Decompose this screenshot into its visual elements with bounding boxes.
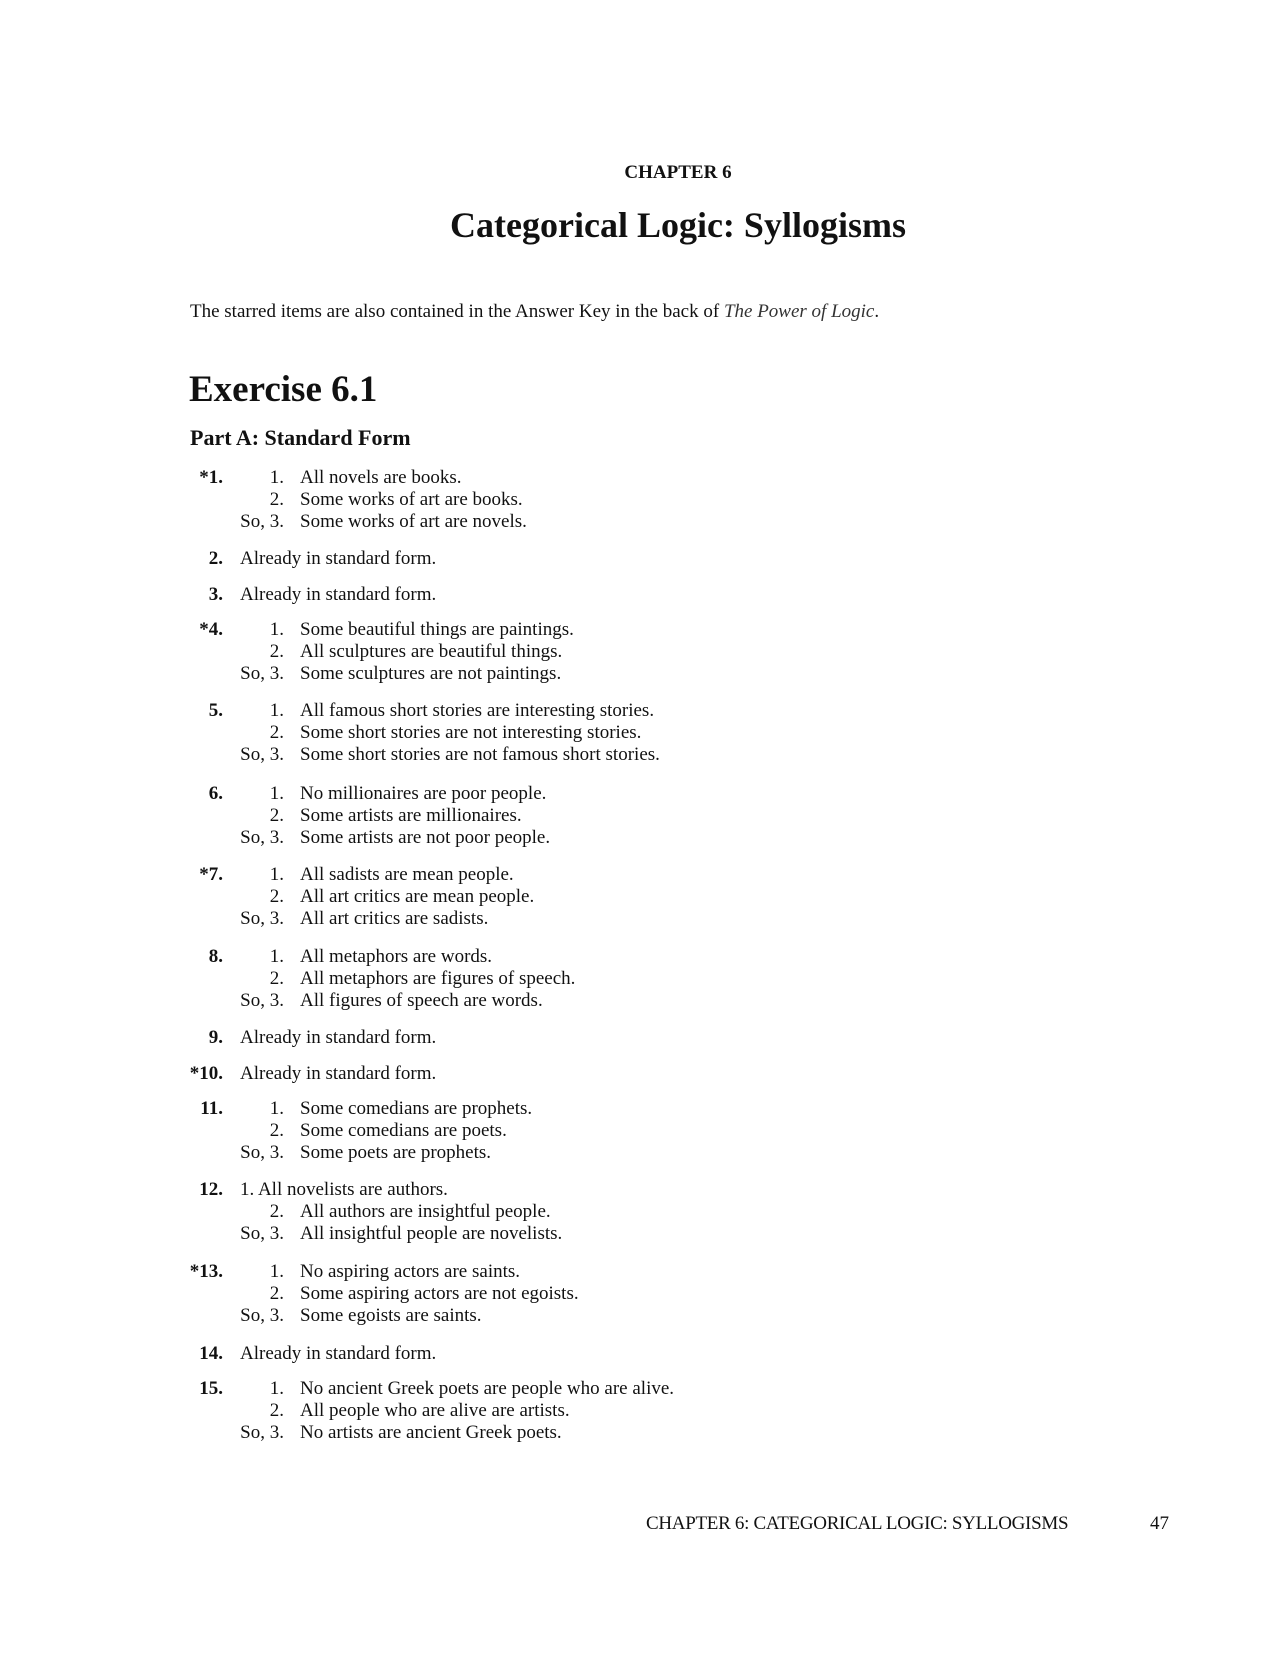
page-number: 47 xyxy=(1150,1513,1169,1534)
premise-text: All metaphors are words. xyxy=(300,946,493,967)
conclusion-text: All art critics are sadists. xyxy=(300,908,489,929)
item-number: 12. xyxy=(199,1179,223,1200)
conclusion-text: Some works of art are novels. xyxy=(300,511,527,532)
item-number: *13. xyxy=(189,1261,223,1282)
premise-number: 2. xyxy=(269,1400,284,1421)
item-number: *4. xyxy=(199,619,223,640)
premise-number: 1. xyxy=(269,700,284,721)
item-number: *7. xyxy=(199,864,223,885)
premise-text: All metaphors are figures of speech. xyxy=(300,968,576,989)
intro-end: . xyxy=(874,301,880,322)
conclusion-number: So, 3. xyxy=(240,1305,284,1326)
premise-text: No millionaires are poor people. xyxy=(300,783,547,804)
intro-text: The starred items are also contained in the Answer Key in the back of xyxy=(190,301,724,322)
item-number: 9. xyxy=(208,1027,223,1048)
book-title: The Power of Logic xyxy=(723,301,875,322)
premise-text: No aspiring actors are saints. xyxy=(300,1261,521,1282)
conclusion-number: So, 3. xyxy=(240,1223,284,1244)
intro-paragraph xyxy=(190,301,879,323)
item-number: 14. xyxy=(199,1343,223,1364)
item-number: *1. xyxy=(199,467,223,488)
premise-text: Some short stories are not interesting stories. xyxy=(300,722,642,743)
conclusion-number: So, 3. xyxy=(240,1422,284,1443)
premise-text: Some comedians are prophets. xyxy=(300,1098,533,1119)
premise-text: All famous short stories are interesting stories. xyxy=(300,700,655,721)
premise-text: Some beautiful things are paintings. xyxy=(300,619,574,640)
premise-number: 2. xyxy=(269,722,284,743)
conclusion-number: So, 3. xyxy=(240,990,284,1011)
conclusion-text: No artists are ancient Greek poets. xyxy=(300,1422,562,1443)
conclusion-text: Some short stories are not famous short stories. xyxy=(300,744,660,765)
premise-number: 1. xyxy=(269,864,284,885)
item-number: 6. xyxy=(208,783,223,804)
item-number: 15. xyxy=(199,1378,223,1399)
item-number: 11. xyxy=(200,1098,223,1119)
premise-text: Some comedians are poets. xyxy=(300,1120,507,1141)
conclusion-text: All figures of speech are words. xyxy=(300,990,543,1011)
item-number: 2. xyxy=(208,548,223,569)
premise-number: 2. xyxy=(269,968,284,989)
conclusion-number: So, 3. xyxy=(240,1142,284,1163)
conclusion-number: So, 3. xyxy=(240,744,284,765)
item-answer: Already in standard form. xyxy=(240,548,437,569)
premise-text: All authors are insightful people. xyxy=(300,1201,551,1222)
premise-text: All sculptures are beautiful things. xyxy=(300,641,563,662)
premise-number: 2. xyxy=(269,1283,284,1304)
conclusion-text: Some sculptures are not paintings. xyxy=(300,663,562,684)
exercise-title: Exercise 6.1 xyxy=(189,369,378,410)
premise-text: All novels are books. xyxy=(300,467,462,488)
premise-number: 1. xyxy=(269,1098,284,1119)
premise-number: 2. xyxy=(269,805,284,826)
part-title: Part A: Standard Form xyxy=(190,425,411,450)
premise-line: 1. All novelists are authors. xyxy=(240,1179,448,1200)
running-footer: CHAPTER 6: CATEGORICAL LOGIC: SYLLOGISMS xyxy=(646,1513,1069,1534)
chapter-label: CHAPTER 6 xyxy=(624,162,732,183)
premise-text: Some works of art are books. xyxy=(300,489,523,510)
conclusion-number: So, 3. xyxy=(240,663,284,684)
item-answer: Already in standard form. xyxy=(240,1027,437,1048)
premise-text: All people who are alive are artists. xyxy=(300,1400,570,1421)
premise-text: Some aspiring actors are not egoists. xyxy=(300,1283,579,1304)
item-number: *10. xyxy=(189,1063,223,1084)
item-number: 3. xyxy=(208,584,223,605)
premise-text: Some artists are millionaires. xyxy=(300,805,522,826)
conclusion-text: Some poets are prophets. xyxy=(300,1142,492,1163)
premise-number: 1. xyxy=(269,467,284,488)
premise-number: 2. xyxy=(269,886,284,907)
premise-number: 1. xyxy=(269,619,284,640)
premise-number: 1. xyxy=(269,1378,284,1399)
premise-number: 2. xyxy=(269,1201,284,1222)
item-number: 5. xyxy=(208,700,223,721)
item-answer: Already in standard form. xyxy=(240,1063,437,1084)
premise-number: 1. xyxy=(269,946,284,967)
premise-number: 1. xyxy=(269,783,284,804)
item-answer: Already in standard form. xyxy=(240,1343,437,1364)
chapter-title: Categorical Logic: Syllogisms xyxy=(450,205,906,245)
item-answer: Already in standard form. xyxy=(240,584,437,605)
conclusion-number: So, 3. xyxy=(240,827,284,848)
premise-number: 2. xyxy=(269,489,284,510)
conclusion-number: So, 3. xyxy=(240,511,284,532)
premise-number: 2. xyxy=(269,641,284,662)
premise-text: No ancient Greek poets are people who are alive. xyxy=(300,1378,675,1399)
item-number: 8. xyxy=(208,946,223,967)
premise-text: All sadists are mean people. xyxy=(300,864,514,885)
premise-number: 1. xyxy=(269,1261,284,1282)
conclusion-number: So, 3. xyxy=(240,908,284,929)
premise-text: All art critics are mean people. xyxy=(300,886,535,907)
conclusion-text: All insightful people are novelists. xyxy=(300,1223,563,1244)
conclusion-text: Some artists are not poor people. xyxy=(300,827,551,848)
premise-number: 2. xyxy=(269,1120,284,1141)
conclusion-text: Some egoists are saints. xyxy=(300,1305,482,1326)
